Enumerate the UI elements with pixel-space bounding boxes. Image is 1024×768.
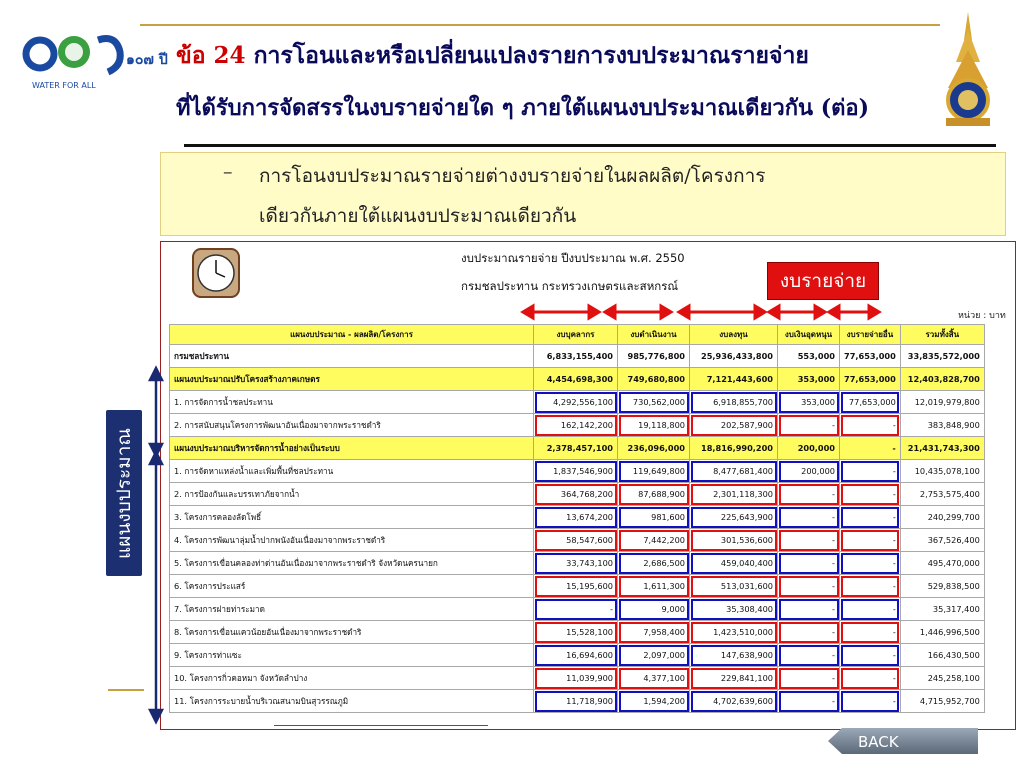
row-name: 6. โครงการประแสร์ <box>170 575 534 598</box>
column-header: รวมทั้งสิ้น <box>900 325 984 345</box>
row-value: 4,702,639,600 <box>690 690 778 713</box>
row-value: 15,528,100 <box>534 621 618 644</box>
back-button[interactable] <box>828 728 978 754</box>
table-row <box>170 345 985 368</box>
row-value: - <box>840 575 901 598</box>
row-value: 202,587,900 <box>690 414 778 437</box>
row-value: 353,000 <box>778 368 840 391</box>
row-value: 10,435,078,100 <box>900 460 984 483</box>
top-divider <box>140 24 940 26</box>
row-value: 7,958,400 <box>618 621 690 644</box>
table-title: งบประมาณรายจ่าย ปีงบประมาณ พ.ศ. 2550 <box>461 251 685 265</box>
row-value: 11,039,900 <box>534 667 618 690</box>
row-value: 35,308,400 <box>690 598 778 621</box>
row-value: 33,835,572,000 <box>900 345 984 368</box>
table-row <box>170 690 985 713</box>
row-value: 2,378,457,100 <box>534 437 618 460</box>
logo-subtext: WATER FOR ALL <box>32 81 96 90</box>
column-header: งบลงทุน <box>690 325 778 345</box>
row-value: 77,653,000 <box>840 368 901 391</box>
row-value: 383,848,900 <box>900 414 984 437</box>
row-value: 2,301,118,300 <box>690 483 778 506</box>
row-value: 1,594,200 <box>618 690 690 713</box>
row-value: 1,837,546,900 <box>534 460 618 483</box>
row-value: 749,680,800 <box>618 368 690 391</box>
logo-text: ๑๐๗ ปี <box>126 52 168 68</box>
table-row <box>170 621 985 644</box>
table-row <box>170 391 985 414</box>
bullet-dash: – <box>223 161 233 183</box>
row-value: - <box>840 644 901 667</box>
row-value: 8,477,681,400 <box>690 460 778 483</box>
row-value: 87,688,900 <box>618 483 690 506</box>
row-name: 2. การป้องกันและบรรเทาภัยจากน้ำ <box>170 483 534 506</box>
page-title-line1 <box>176 38 809 74</box>
row-value: - <box>778 506 840 529</box>
row-value: 19,118,800 <box>618 414 690 437</box>
row-value: 353,000 <box>778 391 840 414</box>
table-row <box>170 667 985 690</box>
row-value: - <box>840 690 901 713</box>
title-number: ข้อ 24 <box>176 42 246 69</box>
row-name: 9. โครงการท่าแซะ <box>170 644 534 667</box>
row-value: 16,694,600 <box>534 644 618 667</box>
row-value: 1,611,300 <box>618 575 690 598</box>
row-value: - <box>778 414 840 437</box>
row-value: 4,292,556,100 <box>534 391 618 414</box>
row-value: 7,442,200 <box>618 529 690 552</box>
row-value: 730,562,000 <box>618 391 690 414</box>
row-name: 8. โครงการเขื่อนแควน้อยอันเนื่องมาจากพระราชดำริ <box>170 621 534 644</box>
table-header-row <box>170 325 985 345</box>
table-row <box>170 460 985 483</box>
row-value: 200,000 <box>778 437 840 460</box>
row-value: 459,040,400 <box>690 552 778 575</box>
side-label-text: แผนงบประมาณ <box>113 427 135 559</box>
row-value: 367,526,400 <box>900 529 984 552</box>
row-value: 4,715,952,700 <box>900 690 984 713</box>
row-value: 77,653,000 <box>840 391 901 414</box>
row-value: 119,649,800 <box>618 460 690 483</box>
row-value: 162,142,200 <box>534 414 618 437</box>
clock-icon <box>191 247 241 299</box>
row-value: 4,377,100 <box>618 667 690 690</box>
row-value: 981,600 <box>618 506 690 529</box>
table-row <box>170 552 985 575</box>
row-value: - <box>840 460 901 483</box>
row-name: แผนงบประมาณบริหารจัดการน้ำอย่างเป็นระบบ <box>170 437 534 460</box>
row-value: 25,936,433,800 <box>690 345 778 368</box>
title-underline <box>184 144 996 147</box>
table-row <box>170 575 985 598</box>
row-name: 2. การสนับสนุนโครงการพัฒนาอันเนื่องมาจากพระราชดำริ <box>170 414 534 437</box>
row-value: - <box>778 667 840 690</box>
row-name: 10. โครงการกิ่วคอหมา จังหวัดลำปาง <box>170 667 534 690</box>
table-row <box>170 506 985 529</box>
table-subtitle: กรมชลประทาน กระทรวงเกษตรและสหกรณ์ <box>461 279 679 293</box>
table-row <box>170 368 985 391</box>
column-header: งบเงินอุดหนุน <box>778 325 840 345</box>
row-name: 3. โครงการคลองลัดโพธิ์ <box>170 506 534 529</box>
row-name: 1. การจัดหาแหล่งน้ำและเพิ่มพื้นที่ชลประทาน <box>170 460 534 483</box>
table-row <box>170 644 985 667</box>
row-value: - <box>778 690 840 713</box>
row-value: 21,431,743,300 <box>900 437 984 460</box>
row-value: 35,317,400 <box>900 598 984 621</box>
row-value: 236,096,000 <box>618 437 690 460</box>
row-value: - <box>778 483 840 506</box>
row-value: 12,019,979,800 <box>900 391 984 414</box>
row-name: 11. โครงการระบายน้ำบริเวณสนามบินสุวรรณภูมิ <box>170 690 534 713</box>
row-value: - <box>840 529 901 552</box>
column-header: งบบุคลากร <box>534 325 618 345</box>
column-header: งบดำเนินงาน <box>618 325 690 345</box>
row-value: 15,195,600 <box>534 575 618 598</box>
subtitle-box <box>160 152 1006 236</box>
row-value: - <box>778 575 840 598</box>
row-value: - <box>840 552 901 575</box>
row-value: 166,430,500 <box>900 644 984 667</box>
row-value: 9,000 <box>618 598 690 621</box>
row-name: 4. โครงการพัฒนาลุ่มน้ำปากพนังอันเนื่องมาจากพระราชดำริ <box>170 529 534 552</box>
plan-range-arrows <box>146 368 166 722</box>
row-value: 301,536,600 <box>690 529 778 552</box>
row-value: 33,743,100 <box>534 552 618 575</box>
row-value: - <box>840 667 901 690</box>
table-row <box>170 483 985 506</box>
row-value: - <box>778 644 840 667</box>
title-text: การโอนและหรือเปลี่ยนแปลงรายการงบประมาณรายจ่าย <box>253 42 809 69</box>
unit-label: หน่วย : บาท <box>958 311 1006 321</box>
subtitle-line1: การโอนงบประมาณรายจ่ายต่างงบรายจ่ายในผลผลิต/โครงการ <box>259 165 766 187</box>
row-value: 12,403,828,700 <box>900 368 984 391</box>
back-label: BACK <box>858 733 899 751</box>
row-value: - <box>840 598 901 621</box>
row-value: 4,454,698,300 <box>534 368 618 391</box>
budget-table <box>169 324 985 713</box>
row-value: 364,768,200 <box>534 483 618 506</box>
row-value: 58,547,600 <box>534 529 618 552</box>
column-header: งบรายจ่ายอื่น <box>840 325 901 345</box>
row-value: 553,000 <box>778 345 840 368</box>
row-name: 5. โครงการเขื่อนคลองท่าด่านอันเนื่องมาจากพระราชดำริ จังหวัดนครนายก <box>170 552 534 575</box>
row-value: 225,643,900 <box>690 506 778 529</box>
row-value: 13,674,200 <box>534 506 618 529</box>
table-row <box>170 598 985 621</box>
row-value: 495,470,000 <box>900 552 984 575</box>
row-value: - <box>840 437 901 460</box>
row-value: 200,000 <box>778 460 840 483</box>
budget-table-panel <box>160 241 1016 730</box>
expense-category-tag: งบรายจ่าย <box>767 262 879 300</box>
row-value: 529,838,500 <box>900 575 984 598</box>
table-row <box>170 414 985 437</box>
bottom-underline <box>274 725 488 726</box>
row-value: 2,753,575,400 <box>900 483 984 506</box>
row-name: 7. โครงการฝายท่าระมาด <box>170 598 534 621</box>
table-row <box>170 437 985 460</box>
row-value: 1,423,510,000 <box>690 621 778 644</box>
row-value: - <box>840 414 901 437</box>
row-name: กรมชลประทาน <box>170 345 534 368</box>
plan-side-label <box>106 410 142 576</box>
row-value: - <box>840 506 901 529</box>
row-value: 240,299,700 <box>900 506 984 529</box>
row-value: 11,718,900 <box>534 690 618 713</box>
row-value: 7,121,443,600 <box>690 368 778 391</box>
row-value: 147,638,900 <box>690 644 778 667</box>
royal-emblem-icon <box>936 10 1000 128</box>
column-arrows <box>521 304 961 320</box>
page-title-line2: ที่ได้รับการจัดสรรในงบรายจ่ายใด ๆ ภายใต้แผนงบประมาณเดียวกัน (ต่อ) <box>176 95 870 121</box>
row-value: 985,776,800 <box>618 345 690 368</box>
row-value: - <box>778 598 840 621</box>
row-value: 1,446,996,500 <box>900 621 984 644</box>
subtitle-line2: เดียวกันภายใต้แผนงบประมาณเดียวกัน <box>259 205 577 227</box>
row-name: แผนงบประมาณปรับโครงสร้างภาคเกษตร <box>170 368 534 391</box>
row-value: - <box>840 483 901 506</box>
column-header: แผนงบประมาณ - ผลผลิต/โครงการ <box>170 325 534 345</box>
row-value: - <box>534 598 618 621</box>
table-row <box>170 529 985 552</box>
row-value: 6,833,155,400 <box>534 345 618 368</box>
row-value: 77,653,000 <box>840 345 901 368</box>
row-name: 1. การจัดการน้ำชลประทาน <box>170 391 534 414</box>
row-value: 18,816,990,200 <box>690 437 778 460</box>
row-value: - <box>778 552 840 575</box>
row-value: 6,918,855,700 <box>690 391 778 414</box>
row-value: - <box>840 621 901 644</box>
row-value: 513,031,600 <box>690 575 778 598</box>
row-value: - <box>778 529 840 552</box>
row-value: - <box>778 621 840 644</box>
row-value: 229,841,100 <box>690 667 778 690</box>
row-value: 2,686,500 <box>618 552 690 575</box>
bottom-divider <box>108 689 144 691</box>
row-value: 245,258,100 <box>900 667 984 690</box>
anniversary-logo <box>22 24 168 94</box>
row-value: 2,097,000 <box>618 644 690 667</box>
